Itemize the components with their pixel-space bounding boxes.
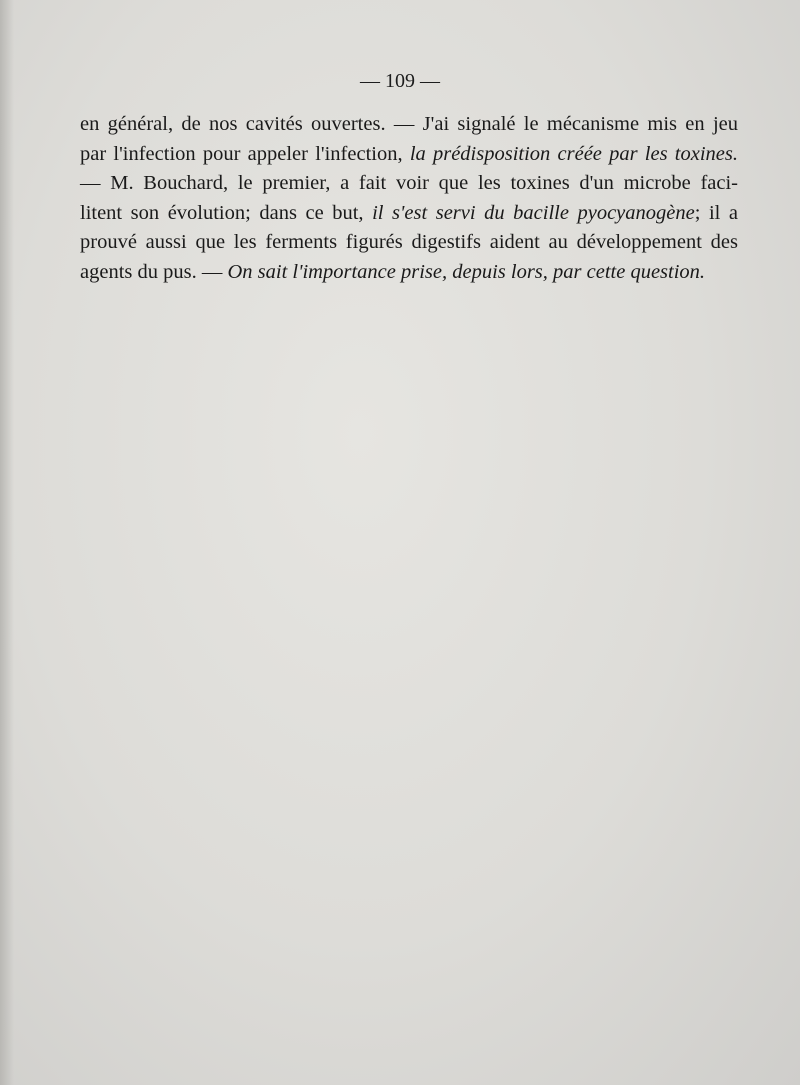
text-line-5: prouvé aussi que les ferments figurés digestifs aident au développement des bbox=[80, 231, 738, 253]
text-line-2-start: par l'infection pour appeler l'infection, bbox=[80, 142, 410, 165]
text-line-4-start: litent son évolution; dans ce but, bbox=[80, 201, 373, 224]
text-line-2 bbox=[80, 140, 738, 170]
text-line-6-start: agents du pus. — bbox=[80, 260, 228, 283]
text-line-3: — M. Bouchard, le premier, a fait voir que les toxines d'un microbe faci- bbox=[80, 172, 738, 194]
text-line-2-italic: la prédisposition créée par les toxines. bbox=[409, 142, 738, 165]
body-paragraph bbox=[80, 110, 738, 287]
text-line-6 bbox=[80, 258, 738, 288]
text-line-6-italic: On sait l'importance prise, depuis lors, par cette question. bbox=[227, 260, 706, 283]
text-line-4-end: ; il a bbox=[694, 201, 739, 224]
page-number: — 109 — bbox=[360, 70, 440, 92]
text-line-4 bbox=[80, 199, 738, 229]
text-line-1: en général, de nos cavités ouvertes. — J'ai signalé le mécanisme mis en jeu bbox=[80, 113, 738, 135]
text-line-4-italic: il s'est servi du bacille pyocyanogène bbox=[372, 201, 695, 224]
